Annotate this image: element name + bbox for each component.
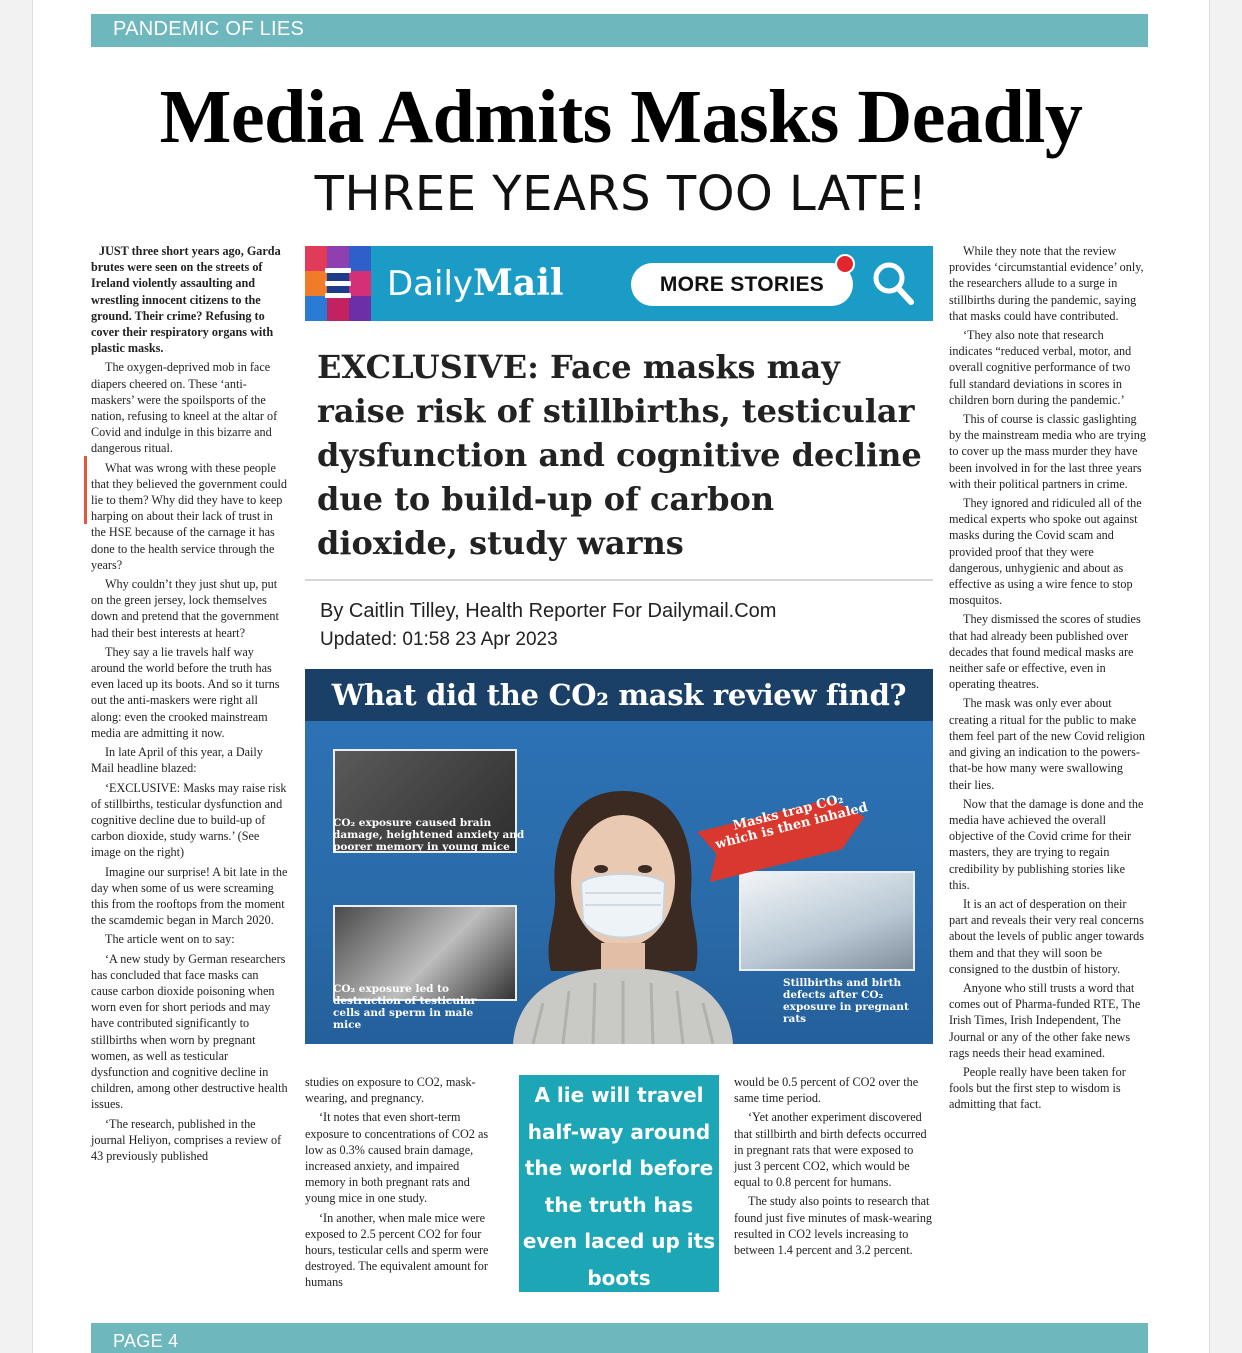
paragraph: It is an act of desperation on their part and reveals their very real concerns about the levels of public anger towards them and that they will soon be consigned to the dustbin of history. [949, 896, 1144, 976]
logo-bold-text: Mail [473, 262, 564, 304]
daily-mail-header [305, 246, 933, 321]
margin-marker [84, 456, 87, 524]
updated-timestamp: Updated: 01:58 23 Apr 2023 [320, 629, 558, 650]
paragraph: ‘It notes that even short-term exposure to concentrations of CO2 as low as 0.3% caused brain damage, increased anxiety, and impaired memory in both pregnant rats and young mice in one study. [305, 1110, 489, 1206]
byline: By Caitlin Tilley, Health Reporter For Dailymail.Com [320, 600, 777, 622]
lead-paragraph: JUST three short years ago, Garda brutes were seen on the streets of Ireland violently assaulting and wrestling innocent citizens to the ground. Their crime? Refusing to cover their respiratory organs with plastic masks. [91, 244, 281, 356]
paragraph: ‘A new study by German researchers has concluded that face masks can cause carbon dioxide poisoning when worn even for short periods and may have contributed significantly to stillbirths when worn by pregnant women, as well as testicular dysfunction and cognitive decline in children, among other destructive health issues. [91, 951, 288, 1112]
daily-mail-logo[interactable] [387, 262, 564, 304]
right-column [949, 243, 1147, 1116]
center-column-a [305, 1074, 500, 1294]
search-icon[interactable] [871, 260, 915, 306]
paragraph: would be 0.5 percent of CO2 over the same time period. [734, 1075, 919, 1106]
page-label: PAGE 4 [113, 1331, 179, 1351]
paragraph: ‘In another, when male mice were exposed to 2.5 percent CO2 for four hours, testicular cells and sperm were destroyed. The equivalent amount for humans [305, 1210, 489, 1290]
footer-bar [91, 1323, 1148, 1353]
paragraph: Anyone who still trusts a word that comes out of Pharma-funded RTE, The Irish Times, Irish Independent, The Journal or any of the other fake news rags needs their head examined. [949, 980, 1141, 1060]
section-label: PANDEMIC OF LIES [113, 18, 305, 40]
paragraph: Now that the damage is done and the media have achieved the overall objective of the Covid crime for their masters, they are trying to regain credibility by publishing stories like this. [949, 796, 1144, 892]
paragraph: ‘The research, published in the journal Heliyon, comprises a review of 43 previously published [91, 1116, 282, 1163]
caption-brain: CO₂ exposure caused brain damage, heightened anxiety and poorer memory in young mice [333, 817, 525, 853]
paragraph: While they note that the review provides ‘circumstantial evidence’ only, the researchers allude to a surge in stillbirths during the pandemic, saying that masks could have contributed. [949, 244, 1144, 323]
divider [305, 579, 933, 581]
paragraph: They ignored and ridiculed all of the medical experts who spoke out against masks during the Covid scam and provided proof that they were dangerous, unhygienic and about as effective as using a wire fence to stop mosquitos. [949, 496, 1142, 608]
caption-testicular: CO₂ exposure led to destruction of testicular cells and sperm in male mice [333, 983, 477, 1031]
paragraph: ‘Yet another experiment discovered that stillbirth and birth defects occurred in pregnant rats that were exposed to just 3 percent CO2, which would be equal to 0.8 percent for humans. [734, 1110, 927, 1190]
caption-stillbirth: Stillbirths and birth defects after CO₂ exposure in pregnant rats [783, 977, 909, 1025]
paragraph: In late April of this year, a Daily Mail headline blazed: [91, 745, 263, 776]
section-bar [91, 14, 1148, 47]
notification-dot-icon [835, 254, 855, 274]
paragraph: They dismissed the scores of studies that had already been published over decades that found medical masks are neither safe or effective, even in operating theatres. [949, 612, 1141, 692]
pull-quote: A lie will travel half-way around the world before the truth has even laced up its boots [519, 1075, 719, 1292]
left-column [91, 243, 288, 1167]
menu-icon[interactable] [325, 268, 351, 298]
infographic [305, 669, 933, 1044]
paragraph: What was wrong with these people that they believed the government could lie to them? Why did they have to keep harping on about their lack of trust in the HSE because of the carnage it has done to the health service through the years? [91, 460, 287, 572]
paragraph: Why couldn’t they just shut up, put on the green jersey, lock themselves down and pretend that the government had their best interests at heart? [91, 577, 279, 640]
logo-light-text: Daily [387, 264, 474, 304]
paragraph: The mask was only ever about creating a ritual for the public to make them feel part of the new Covid religion and giving an indication to the powers-that-be how many were swallowing their lies. [949, 696, 1145, 792]
infographic-title: What did the CO₂ mask review find? [305, 669, 933, 721]
paragraph: studies on exposure to CO2, mask-wearing, and pregnancy. [305, 1075, 476, 1106]
paragraph: The study also points to research that found just five minutes of mask-wearing resulted in CO2 levels increasing to between 1.4 percent and 3.2 percent. [734, 1194, 933, 1258]
paragraph: The oxygen-deprived mob in face diapers cheered on. These ‘anti-maskers’ were the spoilsports of the nation, refusing to kneel at the altar of Covid and indulge in this bizarre and dangerous ritual. [91, 360, 278, 456]
center-column-c [734, 1074, 932, 1261]
paragraph: This of course is classic gaslighting by the mainstream media who are trying to cover up the mass murder they have been involved in for the last three years with their political partners in crime. [949, 412, 1146, 491]
paragraph: The article went on to say: [105, 932, 235, 947]
headline: Media Admits Masks Deadly [159, 75, 1083, 159]
article-headline[interactable]: EXCLUSIVE: Face masks may raise risk of stillbirths, testicular dysfunction and cognitive decline due to build-up of carbon dioxide, study warns [317, 348, 922, 562]
paragraph: ‘EXCLUSIVE: Masks may raise risk of stillbirths, testicular dysfunction and cognitive decline due to build-up of carbon dioxide, study warns.’ (See image on the right) [91, 780, 287, 860]
paragraph: ‘They also note that research indicates “reduced verbal, motor, and overall cognitive performance of two full standard deviations in scores in children born during the pandemic.’ [949, 328, 1132, 407]
subheadline: THREE YEARS TOO LATE! [314, 166, 928, 222]
paragraph: Imagine our surprise! A bit late in the day when some of us were screaming this from the rooftops from the moment the scamdemic began in March 2020. [91, 864, 288, 928]
arrow-label: Masks trap CO₂ which is then inhaled [713, 791, 870, 853]
paragraph: People really have been taken for fools but the first step to wisdom is admitting that fact. [949, 1064, 1126, 1112]
infographic-body [305, 721, 933, 1044]
paragraph: They say a lie travels half way around the world before the truth has even laced up its boots. And so it turns out the anti-maskers were right all along: even the crooked mainstream media are admitting it now. [91, 644, 280, 740]
more-stories-button[interactable]: MORE STORIES [631, 263, 853, 306]
masked-woman-illustration [473, 771, 773, 1044]
